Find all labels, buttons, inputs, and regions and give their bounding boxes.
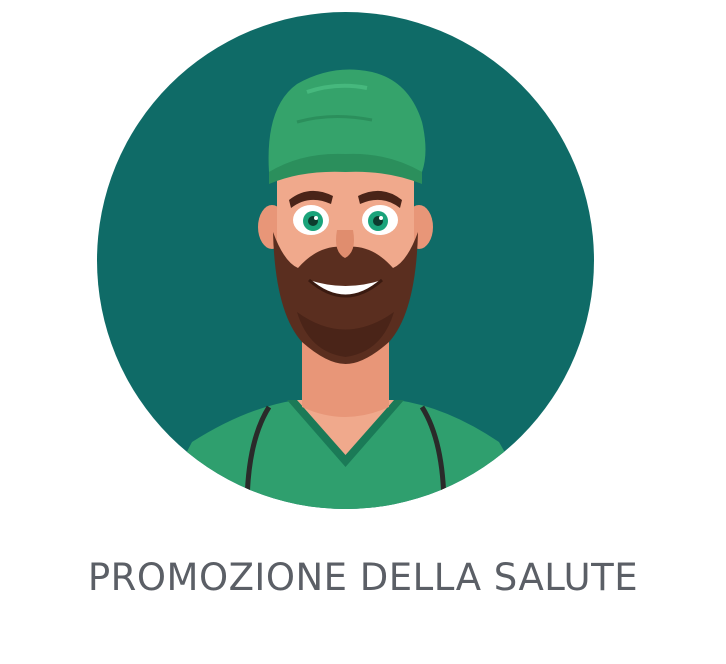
avatar [97,12,594,509]
doctor-avatar-icon [97,12,594,509]
service-title[interactable]: PROMOZIONE DELLA SALUTE [87,556,639,599]
